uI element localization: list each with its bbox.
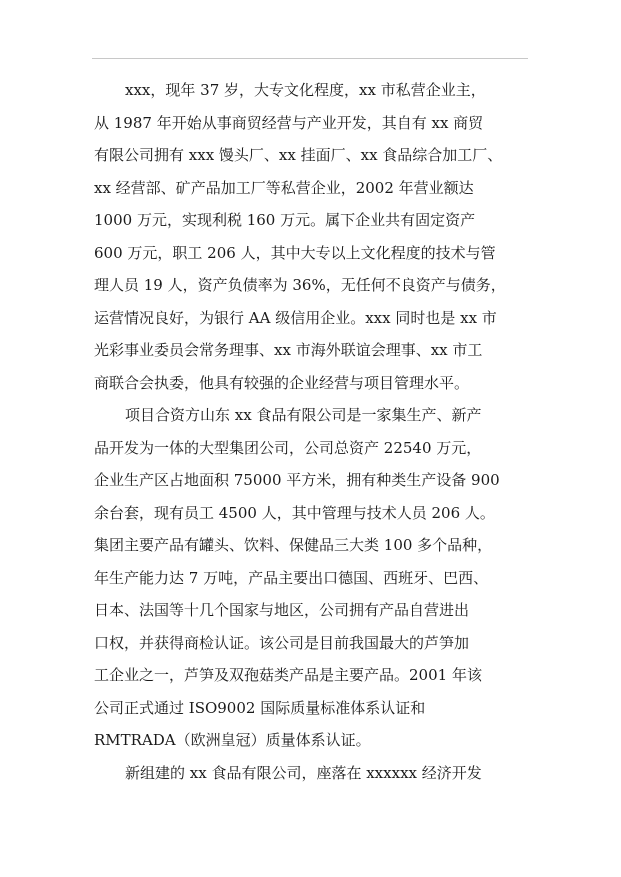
paragraph-1-line-10: 商联合会执委，他具有较强的企业经营与项目管理水平。 <box>94 373 470 392</box>
paragraph-1-line-5: 1000 万元，实现利税 160 万元。属下企业共有固定资产 <box>94 211 476 229</box>
paragraph-2-line-1: 项目合资方山东 xx 食品有限公司是一家集生产、新产 <box>125 406 482 424</box>
paragraph-1-line-2: 从 1987 年开始从事商贸经营与产业开发，其自有 xx 商贸 <box>94 113 484 132</box>
paragraph-1-line-4: xx 经营部、矿产品加工厂等私营企业，2002 年营业额达 <box>94 178 474 197</box>
paragraph-2-line-11: RMTRADA（欧洲皇冠）质量体系认证。 <box>94 731 371 749</box>
paragraph-2-line-5: 集团主要产品有罐头、饮料、保健品三大类 100 多个品种， <box>94 536 493 554</box>
paragraph-1-line-6: 600 万元，职工 206 人，其中大专以上文化程度的技术与管 <box>94 243 496 262</box>
header-rule <box>92 58 528 59</box>
paragraph-2-line-10: 公司正式通过 ISO9002 国际质量标准体系认证和 <box>94 698 426 717</box>
paragraph-2-line-4: 余台套，现有员工 4500 人，其中管理与技术人员 206 人。 <box>94 503 495 522</box>
paragraph-2-line-9: 工企业之一，芦笋及双孢菇类产品是主要产品。2001 年该 <box>94 666 482 684</box>
paragraph-1-line-7: 理人员 19 人，资产负债率为 36%，无任何不良资产与债务， <box>94 276 506 294</box>
paragraph-1-line-1: xxx，现年 37 岁，大专文化程度，xx 市私营企业主， <box>125 81 486 99</box>
paragraph-1-line-8: 运营情况良好，为银行 AA 级信用企业。xxx 同时也是 xx 市 <box>94 308 497 327</box>
paragraph-1-line-9: 光彩事业委员会常务理事、xx 市海外联谊会理事、xx 市工 <box>94 341 483 359</box>
paragraph-3-line-1: 新组建的 xx 食品有限公司，座落在 xxxxxx 经济开发 <box>125 763 482 782</box>
paragraph-1-line-3: 有限公司拥有 xxx 馒头厂、xx 挂面厂、xx 食品综合加工厂、 <box>94 146 503 164</box>
document-body <box>94 74 534 789</box>
paragraph-2-line-2: 品开发为一体的大型集团公司，公司总资产 22540 万元， <box>94 438 482 457</box>
paragraph-2-line-8: 口权，并获得商检认证。该公司是目前我国最大的芦笋加 <box>94 633 470 652</box>
paragraph-2-line-6: 年生产能力达 7 万吨，产品主要出口德国、西班牙、巴西、 <box>94 568 489 587</box>
paragraph-2-line-7: 日本、法国等十几个国家与地区，公司拥有产品自营进出 <box>94 601 470 619</box>
paragraph-2-line-3: 企业生产区占地面积 75000 平方米，拥有种类生产设备 900 <box>94 471 500 489</box>
